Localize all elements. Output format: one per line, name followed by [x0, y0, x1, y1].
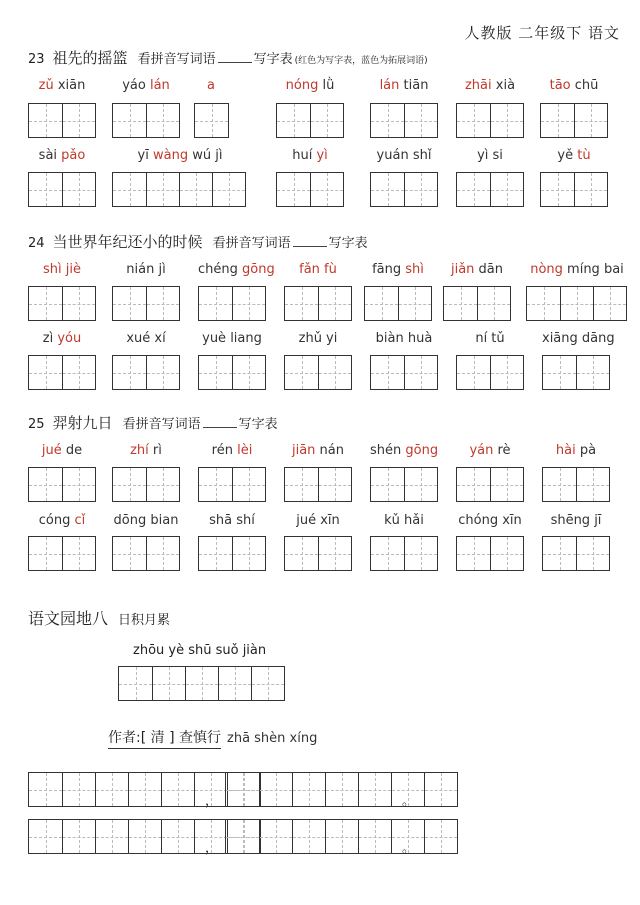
- char-cell[interactable]: [95, 820, 128, 853]
- word-pinyin: [284, 331, 352, 346]
- char-cell[interactable]: [218, 667, 251, 700]
- instruction-text: 看拼音写词语: [122, 417, 201, 432]
- char-cell[interactable]: [259, 820, 292, 853]
- word-grid: [112, 286, 180, 321]
- char-cell[interactable]: [318, 356, 351, 389]
- word-grid: [28, 172, 96, 207]
- divider-dash: [218, 62, 252, 63]
- pinyin-required: zǔ: [38, 78, 54, 93]
- lesson-title: 当世界年纪还小的时候: [52, 233, 203, 251]
- period: 。: [402, 841, 416, 856]
- char-cell[interactable]: [424, 773, 457, 806]
- section-title-25: [28, 412, 278, 433]
- word-grid: [198, 536, 266, 571]
- poem-line-1b-grid: [225, 772, 458, 807]
- char-cell[interactable]: [490, 468, 523, 501]
- instruction-text: 看拼音写词语: [212, 236, 291, 251]
- word-pinyin: [540, 78, 608, 93]
- char-cell[interactable]: [318, 287, 351, 320]
- word-grid: [542, 467, 610, 502]
- char-cell[interactable]: [371, 173, 404, 206]
- word-pinyin: [198, 331, 266, 346]
- edition-label: 人教版 二年级下 语文: [464, 24, 620, 42]
- pinyin-extended: yáo: [122, 78, 150, 93]
- word-grid: [28, 286, 96, 321]
- word-grid: [28, 103, 96, 138]
- char-cell[interactable]: [232, 537, 265, 570]
- char-cell[interactable]: [398, 287, 431, 320]
- pinyin-extended: yě: [557, 148, 578, 163]
- word-grid: [28, 355, 96, 390]
- pinyin-required: jiān: [291, 443, 316, 458]
- word-grid: [112, 172, 246, 207]
- pinyin-extended: lǜ: [322, 78, 335, 93]
- char-cell[interactable]: [277, 104, 310, 137]
- char-cell[interactable]: [146, 356, 179, 389]
- char-cell[interactable]: [199, 287, 232, 320]
- word-grid: [456, 355, 524, 390]
- pinyin-extended: biàn huà: [375, 331, 433, 346]
- color-note: (红色为写字表，蓝色为拓展词语): [294, 56, 428, 66]
- char-cell[interactable]: [527, 287, 560, 320]
- pinyin-extended: shén: [370, 443, 406, 458]
- word-pinyin: [28, 513, 96, 528]
- word-pinyin: [456, 78, 524, 93]
- pinyin-extended: shā shí: [209, 513, 255, 528]
- pinyin-required: lán: [149, 78, 170, 93]
- pinyin-extended: nán: [315, 443, 344, 458]
- word-grid: [364, 286, 432, 321]
- char-cell[interactable]: [62, 287, 95, 320]
- section-title-24: [28, 231, 368, 252]
- pinyin-required: yán: [469, 443, 494, 458]
- char-cell[interactable]: [371, 104, 404, 137]
- instruction-tail: 写字表: [328, 236, 368, 251]
- char-cell[interactable]: [358, 820, 391, 853]
- char-cell[interactable]: [576, 356, 609, 389]
- char-cell[interactable]: [404, 104, 437, 137]
- pinyin-required: shì jiè: [43, 262, 81, 277]
- char-cell[interactable]: [318, 468, 351, 501]
- char-cell[interactable]: [424, 820, 457, 853]
- word-pinyin: [112, 443, 180, 458]
- word-pinyin: [28, 331, 96, 346]
- word-grid: [284, 286, 352, 321]
- pinyin-extended: shēng jī: [550, 513, 602, 528]
- char-cell[interactable]: [113, 287, 146, 320]
- pinyin-extended: zì: [42, 331, 58, 346]
- poem-title-grid: [118, 666, 285, 701]
- word-grid: [276, 103, 344, 138]
- word-grid: [284, 536, 352, 571]
- char-cell[interactable]: [593, 287, 626, 320]
- char-cell[interactable]: [457, 356, 490, 389]
- word-grid: [276, 172, 344, 207]
- poem-line-2b-grid: [225, 819, 458, 854]
- word-grid: [370, 467, 438, 502]
- word-grid: [456, 103, 524, 138]
- pinyin-extended: míng bai: [562, 262, 624, 277]
- char-cell[interactable]: [277, 173, 310, 206]
- word-grid: [370, 536, 438, 571]
- char-cell[interactable]: [29, 537, 62, 570]
- pinyin-extended: fāng: [372, 262, 406, 277]
- pinyin-extended: cóng: [38, 513, 75, 528]
- pinyin-required: gōng: [405, 443, 439, 458]
- char-cell[interactable]: [404, 356, 437, 389]
- garden-heading: 语文园地八: [28, 609, 109, 628]
- char-cell[interactable]: [576, 468, 609, 501]
- char-cell[interactable]: [199, 537, 232, 570]
- word-grid: [542, 536, 610, 571]
- pinyin-extended: yì si: [477, 148, 503, 163]
- word-pinyin: [542, 513, 610, 528]
- word-pinyin: [112, 262, 180, 277]
- pinyin-required: yóu: [57, 331, 82, 346]
- divider-dash: [203, 427, 237, 428]
- char-cell[interactable]: [195, 104, 228, 137]
- period: 。: [402, 794, 416, 809]
- pinyin-required: gōng: [242, 262, 275, 277]
- pinyin-required: shì: [405, 262, 424, 277]
- word-grid: [456, 536, 524, 571]
- char-cell[interactable]: [371, 356, 404, 389]
- char-cell[interactable]: [62, 820, 95, 853]
- word-pinyin: [284, 443, 352, 458]
- char-cell[interactable]: [310, 104, 343, 137]
- section-title-23: [28, 47, 428, 68]
- word-grid: [540, 172, 608, 207]
- char-cell[interactable]: [62, 173, 95, 206]
- pinyin-extended: huí: [292, 148, 317, 163]
- pinyin-extended: xiāng dāng: [542, 331, 615, 346]
- divider-dash: [293, 246, 327, 247]
- word-pinyin: [276, 148, 344, 163]
- char-cell[interactable]: [318, 537, 351, 570]
- word-pinyin: [28, 262, 96, 277]
- pinyin-required: zhāi: [464, 78, 492, 93]
- word-grid: [194, 103, 229, 138]
- char-cell[interactable]: [29, 468, 62, 501]
- lesson-title: 祖先的摇篮: [52, 49, 128, 67]
- word-pinyin: [284, 262, 352, 277]
- char-cell[interactable]: [325, 773, 358, 806]
- char-cell[interactable]: [146, 173, 179, 206]
- char-cell[interactable]: [161, 820, 194, 853]
- word-grid: [28, 467, 96, 502]
- word-pinyin: [542, 443, 610, 458]
- word-pinyin: [276, 78, 344, 93]
- word-pinyin: [370, 148, 438, 163]
- char-cell[interactable]: [29, 773, 62, 806]
- word-pinyin: [364, 262, 432, 277]
- char-cell[interactable]: [232, 468, 265, 501]
- char-cell[interactable]: [199, 468, 232, 501]
- word-pinyin: [28, 78, 96, 93]
- word-pinyin: [456, 513, 524, 528]
- section-number: 23: [28, 52, 45, 67]
- word-pinyin: [456, 331, 524, 346]
- pinyin-extended: chóng xīn: [458, 513, 522, 528]
- char-cell[interactable]: [444, 287, 477, 320]
- char-cell[interactable]: [62, 468, 95, 501]
- pinyin-required: tù: [577, 148, 591, 163]
- pinyin-required: a: [207, 78, 215, 93]
- pinyin-required: lán: [379, 78, 400, 93]
- word-pinyin: [198, 262, 275, 277]
- word-pinyin: [194, 78, 228, 93]
- char-cell[interactable]: [325, 820, 358, 853]
- word-pinyin: [284, 513, 352, 528]
- comma: ，: [205, 841, 219, 856]
- word-pinyin: [112, 513, 180, 528]
- char-cell[interactable]: [113, 468, 146, 501]
- author-label: 作者:[ 清 ] 查慎行: [108, 730, 221, 749]
- char-cell[interactable]: [543, 468, 576, 501]
- char-cell[interactable]: [128, 773, 161, 806]
- instruction-text: 看拼音写词语: [137, 52, 216, 67]
- word-grid: [284, 467, 352, 502]
- pinyin-extended: nián jì: [126, 262, 166, 277]
- word-pinyin: [542, 331, 615, 346]
- word-pinyin: [28, 148, 96, 163]
- pinyin-required: nóng: [285, 78, 323, 93]
- char-cell[interactable]: [232, 287, 265, 320]
- word-grid: [443, 286, 511, 321]
- char-cell[interactable]: [212, 173, 245, 206]
- word-pinyin: [112, 148, 248, 163]
- char-cell[interactable]: [404, 537, 437, 570]
- char-cell[interactable]: [285, 468, 318, 501]
- author-pinyin: zhā shèn xíng: [227, 731, 318, 746]
- char-cell[interactable]: [541, 173, 574, 206]
- char-cell[interactable]: [146, 287, 179, 320]
- pinyin-extended: chū: [570, 78, 599, 93]
- char-cell[interactable]: [113, 356, 146, 389]
- char-cell[interactable]: [29, 287, 62, 320]
- word-pinyin: [370, 513, 438, 528]
- char-cell[interactable]: [62, 537, 95, 570]
- char-cell[interactable]: [285, 537, 318, 570]
- section-number: 24: [28, 236, 45, 251]
- word-pinyin: [456, 443, 524, 458]
- word-pinyin: [198, 513, 266, 528]
- pinyin-extended: tiān: [399, 78, 429, 93]
- pinyin-required: hài: [555, 443, 576, 458]
- char-cell[interactable]: [62, 773, 95, 806]
- pinyin-required: yì: [316, 148, 328, 163]
- char-cell[interactable]: [457, 173, 490, 206]
- section-number: 25: [28, 417, 45, 432]
- pinyin-extended: xué xí: [126, 331, 166, 346]
- word-pinyin: [112, 331, 180, 346]
- pinyin-extended: pà: [575, 443, 597, 458]
- pinyin-required: cǐ: [74, 513, 86, 528]
- char-cell[interactable]: [371, 537, 404, 570]
- word-grid: [456, 172, 524, 207]
- pinyin-extended: yuán shǐ: [376, 148, 432, 163]
- char-cell[interactable]: [62, 356, 95, 389]
- char-cell[interactable]: [285, 287, 318, 320]
- pinyin-extended: jué xīn: [296, 513, 340, 528]
- pinyin-extended: rén: [211, 443, 238, 458]
- comma: ，: [205, 794, 219, 809]
- pinyin-extended: wú jì: [188, 148, 223, 163]
- pinyin-extended: rì: [148, 443, 162, 458]
- pinyin-required: jué: [41, 443, 62, 458]
- word-pinyin: [370, 443, 438, 458]
- pinyin-extended: xiān: [53, 78, 86, 93]
- word-grid: [370, 355, 438, 390]
- poem-title-pinyin: zhōu yè shū suǒ jiàn: [133, 643, 267, 658]
- char-cell[interactable]: [404, 173, 437, 206]
- char-cell[interactable]: [29, 173, 62, 206]
- word-grid: [198, 467, 266, 502]
- pinyin-required: fǎn fù: [299, 262, 337, 277]
- word-pinyin: [456, 148, 524, 163]
- author-line: [108, 727, 317, 747]
- char-cell[interactable]: [574, 173, 607, 206]
- garden-title: [28, 606, 170, 629]
- char-cell[interactable]: [152, 667, 185, 700]
- word-pinyin: [370, 78, 438, 93]
- char-cell[interactable]: [113, 104, 146, 137]
- word-pinyin: [370, 331, 438, 346]
- char-cell[interactable]: [251, 667, 284, 700]
- pinyin-required: jiǎn: [450, 262, 475, 277]
- word-grid: [526, 286, 627, 321]
- word-pinyin: [443, 262, 511, 277]
- char-cell[interactable]: [490, 173, 523, 206]
- char-cell[interactable]: [543, 537, 576, 570]
- pinyin-extended: xià: [491, 78, 516, 93]
- char-cell[interactable]: [259, 773, 292, 806]
- word-grid: [370, 172, 438, 207]
- char-cell[interactable]: [457, 104, 490, 137]
- instruction-tail: 写字表: [253, 52, 293, 67]
- char-cell[interactable]: [226, 820, 259, 853]
- char-cell[interactable]: [113, 173, 146, 206]
- char-cell[interactable]: [490, 537, 523, 570]
- char-cell[interactable]: [560, 287, 593, 320]
- char-cell[interactable]: [365, 287, 398, 320]
- char-cell[interactable]: [29, 820, 62, 853]
- word-grid: [112, 355, 180, 390]
- char-cell[interactable]: [457, 468, 490, 501]
- pinyin-extended: ní tǔ: [475, 331, 505, 346]
- pinyin-extended: kǔ hǎi: [384, 513, 424, 528]
- word-grid: [198, 286, 266, 321]
- char-cell[interactable]: [95, 773, 128, 806]
- word-grid: [28, 536, 96, 571]
- instruction-tail: 写字表: [238, 417, 278, 432]
- pinyin-extended: de: [61, 443, 83, 458]
- char-cell[interactable]: [128, 820, 161, 853]
- pinyin-extended: rè: [493, 443, 511, 458]
- word-pinyin: [526, 262, 628, 277]
- word-grid: [112, 467, 180, 502]
- word-pinyin: [28, 443, 96, 458]
- char-cell[interactable]: [404, 468, 437, 501]
- pinyin-required: wàng: [152, 148, 189, 163]
- char-cell[interactable]: [292, 773, 325, 806]
- char-cell[interactable]: [292, 820, 325, 853]
- char-cell[interactable]: [490, 104, 523, 137]
- pinyin-required: nòng: [530, 262, 563, 277]
- word-grid: [370, 103, 438, 138]
- char-cell[interactable]: [185, 667, 218, 700]
- char-cell[interactable]: [576, 537, 609, 570]
- char-cell[interactable]: [232, 356, 265, 389]
- char-cell[interactable]: [457, 537, 490, 570]
- word-pinyin: [540, 148, 608, 163]
- word-pinyin: [198, 443, 266, 458]
- pinyin-extended: yuè liang: [202, 331, 262, 346]
- char-cell[interactable]: [62, 104, 95, 137]
- pinyin-required: tāo: [549, 78, 571, 93]
- pinyin-extended: zhǔ yi: [298, 331, 338, 346]
- char-cell[interactable]: [543, 356, 576, 389]
- char-cell[interactable]: [371, 468, 404, 501]
- lesson-title: 羿射九日: [52, 414, 113, 432]
- char-cell[interactable]: [285, 356, 318, 389]
- char-cell[interactable]: [29, 356, 62, 389]
- char-cell[interactable]: [226, 773, 259, 806]
- char-cell[interactable]: [161, 773, 194, 806]
- char-cell[interactable]: [199, 356, 232, 389]
- word-grid: [112, 536, 180, 571]
- word-grid: [542, 355, 610, 390]
- char-cell[interactable]: [477, 287, 510, 320]
- word-grid: [198, 355, 266, 390]
- char-cell[interactable]: [358, 773, 391, 806]
- char-cell[interactable]: [146, 537, 179, 570]
- pinyin-extended: chéng: [198, 262, 243, 277]
- pinyin-extended: sài: [38, 148, 62, 163]
- char-cell[interactable]: [146, 468, 179, 501]
- char-cell[interactable]: [146, 104, 179, 137]
- char-cell[interactable]: [310, 173, 343, 206]
- word-pinyin: [112, 78, 180, 93]
- pinyin-extended: yī: [137, 148, 153, 163]
- char-cell[interactable]: [119, 667, 152, 700]
- word-grid: [456, 467, 524, 502]
- pinyin-required: pǎo: [61, 148, 86, 163]
- word-grid: [112, 103, 180, 138]
- garden-subtitle: 日积月累: [118, 613, 171, 628]
- char-cell[interactable]: [490, 356, 523, 389]
- pinyin-extended: dōng bian: [113, 513, 179, 528]
- char-cell[interactable]: [541, 104, 574, 137]
- char-cell[interactable]: [574, 104, 607, 137]
- char-cell[interactable]: [179, 173, 212, 206]
- word-grid: [284, 355, 352, 390]
- pinyin-extended: dān: [474, 262, 504, 277]
- char-cell[interactable]: [29, 104, 62, 137]
- pinyin-required: lèi: [237, 443, 253, 458]
- char-cell[interactable]: [113, 537, 146, 570]
- word-grid: [540, 103, 608, 138]
- pinyin-required: zhí: [130, 443, 149, 458]
